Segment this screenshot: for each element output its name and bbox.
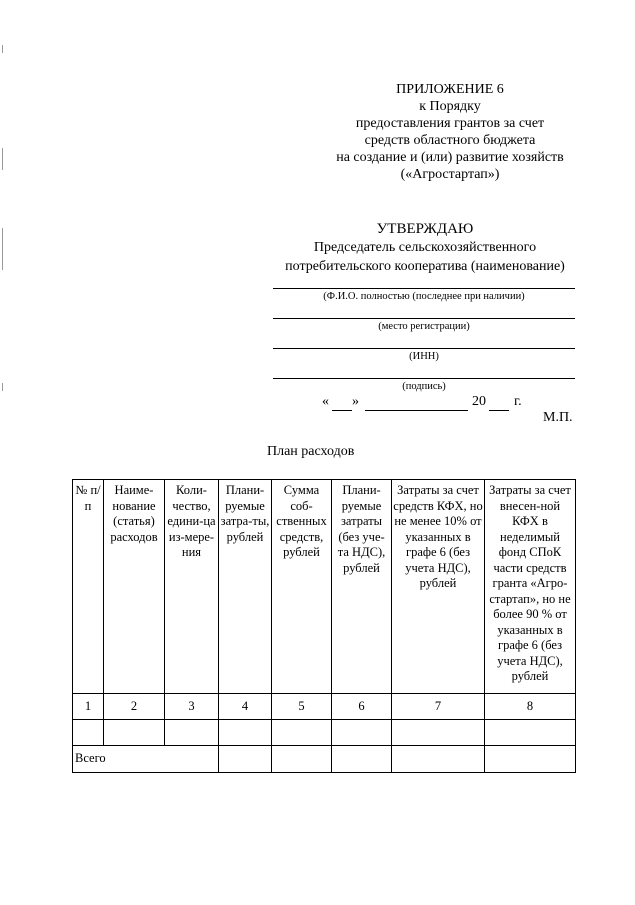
column-header: Сумма соб-ственных средств, рублей	[272, 480, 332, 694]
table-cell[interactable]	[272, 720, 332, 746]
table-cell[interactable]	[392, 720, 485, 746]
table-cell[interactable]	[219, 720, 272, 746]
table-cell[interactable]	[485, 746, 576, 773]
total-label: Всего	[73, 746, 219, 773]
fio-caption: (Ф.И.О. полностью (последнее при наличии)	[323, 291, 525, 302]
date-year-line[interactable]	[489, 410, 509, 411]
table-cell[interactable]	[73, 720, 104, 746]
date-open-quote: «	[322, 394, 329, 409]
column-number: 8	[485, 694, 576, 720]
total-row	[73, 746, 576, 773]
appendix-block	[300, 81, 600, 183]
appendix-line: на создание и (или) развитие хозяйств	[336, 150, 564, 165]
column-number: 4	[219, 694, 272, 720]
date-close-quote: »	[352, 394, 359, 409]
appendix-line: средств областного бюджета	[364, 133, 536, 148]
signature-caption: (подпись)	[402, 381, 446, 392]
table-cell[interactable]	[332, 746, 392, 773]
date-month-line[interactable]	[365, 410, 468, 411]
column-header: Плани-руемые затраты (без уче-та НДС), рублей	[332, 480, 392, 694]
table-header-row	[73, 480, 576, 694]
stamp-label: М.П.	[543, 410, 573, 425]
column-header: Затраты за счет внесен-ной КФХ в неделимый фонд СПоК части средств гранта «Агро-стартап», но не более 90 % от указанных в графе 6 (без учета НДС), рублей	[485, 480, 576, 694]
margin-tick	[2, 45, 3, 53]
table-cell[interactable]	[104, 720, 165, 746]
column-header: Наиме-нование (статья) расходов	[104, 480, 165, 694]
appendix-title: ПРИЛОЖЕНИЕ 6	[396, 82, 504, 97]
table-row	[73, 720, 576, 746]
signature-line[interactable]	[273, 378, 575, 379]
appendix-line: к Порядку	[419, 99, 481, 114]
table-cell[interactable]	[332, 720, 392, 746]
table-cell[interactable]	[165, 720, 219, 746]
column-header: № п/п	[73, 480, 104, 694]
appendix-line: («Агростартап»)	[400, 167, 500, 182]
table-cell[interactable]	[485, 720, 576, 746]
table-cell[interactable]	[392, 746, 485, 773]
expense-plan-table	[72, 479, 576, 773]
column-header: Плани-руемые затра-ты, рублей	[219, 480, 272, 694]
column-header: Коли-чество, едини-ца из-мере-ния	[165, 480, 219, 694]
approval-block	[260, 220, 590, 276]
plan-title: План расходов	[267, 444, 355, 459]
approval-heading: УТВЕРЖДАЮ	[376, 221, 474, 237]
date-year-suffix: г.	[514, 394, 522, 409]
column-number: 3	[165, 694, 219, 720]
date-year-prefix: 20	[472, 394, 486, 409]
table-cell[interactable]	[219, 746, 272, 773]
column-number: 7	[392, 694, 485, 720]
approval-line2: потребительского кооператива (наименование)	[285, 259, 565, 274]
margin-tick	[2, 383, 3, 391]
column-number: 6	[332, 694, 392, 720]
column-number: 2	[104, 694, 165, 720]
table-cell[interactable]	[272, 746, 332, 773]
margin-tick	[2, 148, 3, 170]
margin-tick	[2, 228, 3, 270]
inn-caption: (ИНН)	[409, 351, 439, 362]
inn-line[interactable]	[273, 348, 575, 349]
appendix-line: предоставления грантов за счет	[355, 116, 545, 131]
column-number: 5	[272, 694, 332, 720]
place-line[interactable]	[273, 318, 575, 319]
column-number-row	[73, 694, 576, 720]
approval-line1: Председатель сельскохозяйственного	[313, 240, 537, 255]
column-number: 1	[73, 694, 104, 720]
fio-line[interactable]	[273, 288, 575, 289]
column-header: Затраты за счет средств КФХ, но не менее 10% от указанных в графе 6 (без учета НДС), рублей	[392, 480, 485, 694]
place-caption: (место регистрации)	[378, 321, 470, 332]
date-day-line[interactable]	[332, 410, 352, 411]
